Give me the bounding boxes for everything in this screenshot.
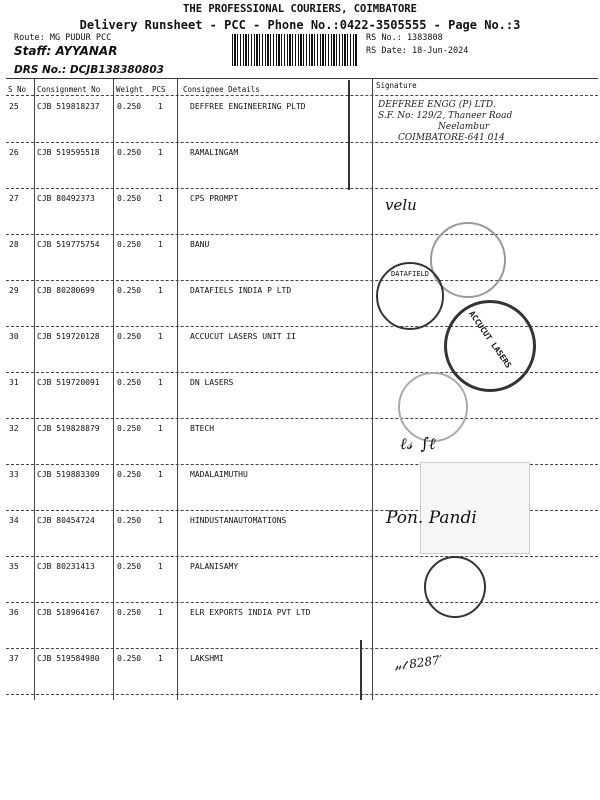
row-weight: 0.250	[117, 562, 142, 571]
row-consignee: CPS PROMPT	[190, 194, 239, 203]
row-sno: 34	[9, 516, 19, 525]
row-consignee: DN LASERS	[190, 378, 234, 387]
row-pcs: 1	[158, 332, 163, 341]
row-separator	[6, 234, 598, 235]
row-consignment: CJB 519720128	[37, 332, 100, 341]
row-consignment: CJB 80231413	[37, 562, 95, 571]
stamp-text: DATAFIELD	[391, 270, 429, 278]
row-weight: 0.250	[117, 608, 142, 617]
signature-scribble: ℓ𝓈 ∫ℓ	[400, 434, 436, 453]
round-stamp	[424, 556, 486, 618]
row-consignee: LAKSHMI	[190, 654, 224, 663]
row-pcs: 1	[158, 102, 163, 111]
pen-mark	[348, 80, 350, 190]
row-separator	[6, 694, 598, 695]
row-pcs: 1	[158, 654, 163, 663]
row-weight: 0.250	[117, 194, 142, 203]
row-consignment: CJB 519720091	[37, 378, 100, 387]
row-weight: 0.250	[117, 516, 142, 525]
header-pcs: PCS	[152, 85, 166, 94]
row-sno: 30	[9, 332, 19, 341]
accucut-stamp	[444, 300, 536, 392]
header-sno: S No	[8, 85, 27, 94]
row-separator	[6, 280, 598, 281]
staff-label: Staff: AYYANAR	[14, 44, 118, 58]
row-pcs: 1	[158, 378, 163, 387]
runsheet-title: Delivery Runsheet - PCC - Phone No.:0422-3505555 - Page No.:3	[79, 18, 521, 32]
row-consignee: DEFFREE ENGINEERING PLTD	[190, 102, 306, 111]
row-sno: 28	[9, 240, 19, 249]
row-sno: 35	[9, 562, 19, 571]
rs-date: RS Date: 18-Jun-2024	[366, 46, 469, 56]
row-consignee: HINDUSTANAUTOMATIONS	[190, 516, 287, 525]
row-separator	[6, 648, 598, 649]
row-consignment: CJB 80454724	[37, 516, 95, 525]
row-sno: 31	[9, 378, 19, 387]
row-consignment: CJB 519595518	[37, 148, 100, 157]
row-weight: 0.250	[117, 286, 142, 295]
rs-number: RS No.: 1383808	[366, 33, 443, 43]
row-pcs: 1	[158, 240, 163, 249]
stamp-text: COIMBATORE-641 014	[398, 133, 505, 143]
table-header-rule	[6, 95, 598, 96]
row-consignee: ELR EXPORTS INDIA PVT LTD	[190, 608, 311, 617]
row-weight: 0.250	[117, 240, 142, 249]
row-sno: 25	[9, 102, 19, 111]
stamp-text: ACCUCUT LASERS	[466, 309, 514, 370]
pen-mark	[360, 640, 362, 700]
row-separator	[6, 188, 598, 189]
row-consignee: DATAFIELS INDIA P LTD	[190, 286, 292, 295]
row-weight: 0.250	[117, 102, 142, 111]
row-consignment: CJB 519584980	[37, 654, 100, 663]
row-consignment: CJB 519883309	[37, 470, 100, 479]
row-pcs: 1	[158, 194, 163, 203]
row-consignment: CJB 80492373	[37, 194, 95, 203]
row-sno: 36	[9, 608, 19, 617]
row-consignee: BANU	[190, 240, 210, 249]
row-sno: 26	[9, 148, 19, 157]
row-weight: 0.250	[117, 148, 142, 157]
signature-velu: velu	[385, 196, 417, 214]
row-pcs: 1	[158, 470, 163, 479]
signature-scribble: 𝓃𝓉 8287′	[393, 652, 444, 674]
row-pcs: 1	[158, 148, 163, 157]
row-weight: 0.250	[117, 654, 142, 663]
row-consignee: RAMALINGAM	[190, 148, 239, 157]
company-title: THE PROFESSIONAL COURIERS, COIMBATORE	[183, 3, 417, 15]
row-consignee: MADALAIMUTHU	[190, 470, 248, 479]
stamp-text: S.F. No: 129/2, Thaneer Road	[378, 111, 513, 121]
stamp-text: Neelambur	[438, 122, 490, 132]
row-pcs: 1	[158, 562, 163, 571]
row-consignee: PALANISAMY	[190, 562, 239, 571]
row-separator	[6, 418, 598, 419]
barcode	[232, 34, 357, 66]
row-separator	[6, 556, 598, 557]
row-consignment: CJB 518964167	[37, 608, 100, 617]
row-consignee: ACCUCUT LASERS UNIT II	[190, 332, 296, 341]
drs-number: DRS No.: DCJB138380803	[14, 64, 164, 76]
row-sno: 37	[9, 654, 19, 663]
row-pcs: 1	[158, 286, 163, 295]
header-signature: Signature	[376, 81, 417, 90]
row-consignment: CJB 519828879	[37, 424, 100, 433]
deffree-stamp	[378, 100, 512, 144]
datafield-stamp	[376, 262, 444, 330]
row-pcs: 1	[158, 424, 163, 433]
row-sno: 27	[9, 194, 19, 203]
table-top-rule	[6, 78, 598, 79]
round-stamp	[398, 372, 468, 442]
header-consignment: Consignment No	[37, 85, 101, 94]
row-pcs: 1	[158, 516, 163, 525]
header-weight: Weight	[116, 85, 144, 94]
route-label: Route: MG PUDUR PCC	[14, 33, 112, 43]
row-separator	[6, 602, 598, 603]
row-consignee: BTECH	[190, 424, 215, 433]
row-sno: 33	[9, 470, 19, 479]
row-pcs: 1	[158, 608, 163, 617]
signature-ponpandi: Pon. Pandi	[386, 508, 477, 528]
row-sno: 32	[9, 424, 19, 433]
row-consignment: CJB 519818237	[37, 102, 100, 111]
header-consignee: Consignee Details	[183, 85, 260, 94]
stamp-text: DEFFREE ENGG (P) LTD.	[378, 100, 496, 110]
row-weight: 0.250	[117, 378, 142, 387]
row-weight: 0.250	[117, 470, 142, 479]
row-weight: 0.250	[117, 332, 142, 341]
row-consignment: CJB 80280699	[37, 286, 95, 295]
row-consignment: CJB 519775754	[37, 240, 100, 249]
row-sno: 29	[9, 286, 19, 295]
row-weight: 0.250	[117, 424, 142, 433]
